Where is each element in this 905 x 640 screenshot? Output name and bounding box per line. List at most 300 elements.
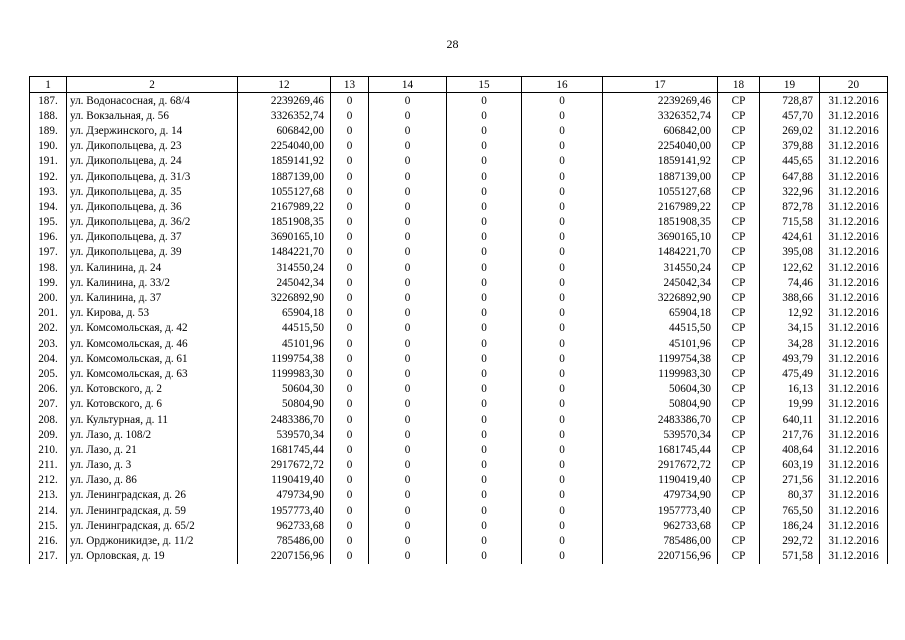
table-row	[30, 108, 888, 123]
table-row	[30, 306, 888, 321]
date-cell: 31.12.2016	[820, 215, 888, 230]
date-cell: 31.12.2016	[820, 123, 888, 138]
area-cell: 872,78	[760, 199, 820, 214]
value-col16-cell: 0	[522, 306, 603, 321]
value-col16-cell: 0	[522, 397, 603, 412]
value-col16-cell: 0	[522, 382, 603, 397]
amount-col17-cell: 1199754,38	[603, 351, 718, 366]
amount-col12-cell: 50804,90	[238, 397, 331, 412]
table-row	[30, 549, 888, 564]
category-cell: СР	[718, 260, 760, 275]
date-cell: 31.12.2016	[820, 169, 888, 184]
table-row	[30, 382, 888, 397]
value-col14-cell: 0	[369, 123, 447, 138]
category-cell: СР	[718, 184, 760, 199]
address-cell: ул. Дикопольцева, д. 24	[67, 154, 238, 169]
value-col15-cell: 0	[447, 549, 522, 564]
area-cell: 395,08	[760, 245, 820, 260]
value-col14-cell: 0	[369, 382, 447, 397]
value-col13-cell: 0	[331, 518, 369, 533]
value-col13-cell: 0	[331, 427, 369, 442]
value-col13-cell: 0	[331, 382, 369, 397]
row-number: 204.	[30, 351, 67, 366]
row-number: 201.	[30, 306, 67, 321]
category-cell: СР	[718, 336, 760, 351]
amount-col17-cell: 2483386,70	[603, 412, 718, 427]
area-cell: 493,79	[760, 351, 820, 366]
date-cell: 31.12.2016	[820, 397, 888, 412]
area-cell: 122,62	[760, 260, 820, 275]
amount-col12-cell: 1957773,40	[238, 503, 331, 518]
value-col15-cell: 0	[447, 275, 522, 290]
address-cell: ул. Дикопольцева, д. 35	[67, 184, 238, 199]
area-cell: 571,58	[760, 549, 820, 564]
date-cell: 31.12.2016	[820, 154, 888, 169]
table-row	[30, 351, 888, 366]
value-col15-cell: 0	[447, 366, 522, 381]
amount-col17-cell: 3326352,74	[603, 108, 718, 123]
row-number: 213.	[30, 488, 67, 503]
area-cell: 728,87	[760, 93, 820, 109]
value-col14-cell: 0	[369, 518, 447, 533]
table-header-row	[30, 77, 888, 93]
amount-col12-cell: 1859141,92	[238, 154, 331, 169]
value-col15-cell: 0	[447, 184, 522, 199]
amount-col17-cell: 479734,90	[603, 488, 718, 503]
table-row	[30, 123, 888, 138]
value-col15-cell: 0	[447, 260, 522, 275]
area-cell: 603,19	[760, 458, 820, 473]
address-cell: ул. Лазо, д. 21	[67, 442, 238, 457]
value-col14-cell: 0	[369, 139, 447, 154]
date-cell: 31.12.2016	[820, 518, 888, 533]
address-cell: ул. Орджоникидзе, д. 11/2	[67, 533, 238, 548]
address-cell: ул. Ленинградская, д. 26	[67, 488, 238, 503]
value-col16-cell: 0	[522, 275, 603, 290]
category-cell: СР	[718, 290, 760, 305]
table-row	[30, 275, 888, 290]
date-cell: 31.12.2016	[820, 488, 888, 503]
value-col14-cell: 0	[369, 336, 447, 351]
table-row	[30, 139, 888, 154]
value-col16-cell: 0	[522, 488, 603, 503]
amount-col17-cell: 785486,00	[603, 533, 718, 548]
amount-col17-cell: 50604,30	[603, 382, 718, 397]
row-number: 207.	[30, 397, 67, 412]
value-col14-cell: 0	[369, 154, 447, 169]
value-col13-cell: 0	[331, 442, 369, 457]
value-col14-cell: 0	[369, 245, 447, 260]
amount-col17-cell: 539570,34	[603, 427, 718, 442]
value-col15-cell: 0	[447, 351, 522, 366]
table-row	[30, 533, 888, 548]
value-col14-cell: 0	[369, 275, 447, 290]
amount-col12-cell: 2917672,72	[238, 458, 331, 473]
row-number: 193.	[30, 184, 67, 199]
value-col14-cell: 0	[369, 93, 447, 109]
address-cell: ул. Вокзальная, д. 56	[67, 108, 238, 123]
address-cell: ул. Лазо, д. 86	[67, 473, 238, 488]
row-number: 196.	[30, 230, 67, 245]
value-col14-cell: 0	[369, 184, 447, 199]
value-col13-cell: 0	[331, 245, 369, 260]
value-col15-cell: 0	[447, 108, 522, 123]
amount-col12-cell: 2254040,00	[238, 139, 331, 154]
category-cell: СР	[718, 321, 760, 336]
date-cell: 31.12.2016	[820, 336, 888, 351]
value-col15-cell: 0	[447, 199, 522, 214]
row-number: 194.	[30, 199, 67, 214]
value-col13-cell: 0	[331, 169, 369, 184]
table-row	[30, 336, 888, 351]
value-col15-cell: 0	[447, 154, 522, 169]
amount-col12-cell: 539570,34	[238, 427, 331, 442]
value-col14-cell: 0	[369, 473, 447, 488]
amount-col12-cell: 1484221,70	[238, 245, 331, 260]
row-number: 202.	[30, 321, 67, 336]
value-col15-cell: 0	[447, 336, 522, 351]
value-col13-cell: 0	[331, 473, 369, 488]
row-number: 199.	[30, 275, 67, 290]
category-cell: СР	[718, 139, 760, 154]
area-cell: 424,61	[760, 230, 820, 245]
area-cell: 715,58	[760, 215, 820, 230]
value-col14-cell: 0	[369, 169, 447, 184]
value-col14-cell: 0	[369, 260, 447, 275]
category-cell: СР	[718, 503, 760, 518]
amount-col17-cell: 45101,96	[603, 336, 718, 351]
row-number: 200.	[30, 290, 67, 305]
column-header-0: 1	[30, 77, 67, 93]
table-row	[30, 488, 888, 503]
value-col15-cell: 0	[447, 321, 522, 336]
category-cell: СР	[718, 442, 760, 457]
amount-col17-cell: 962733,68	[603, 518, 718, 533]
address-cell: ул. Водонасосная, д. 68/4	[67, 93, 238, 109]
amount-col12-cell: 1851908,35	[238, 215, 331, 230]
value-col16-cell: 0	[522, 108, 603, 123]
value-col16-cell: 0	[522, 260, 603, 275]
category-cell: СР	[718, 199, 760, 214]
row-number: 197.	[30, 245, 67, 260]
address-cell: ул. Комсомольская, д. 61	[67, 351, 238, 366]
amount-col12-cell: 3226892,90	[238, 290, 331, 305]
value-col13-cell: 0	[331, 260, 369, 275]
area-cell: 19,99	[760, 397, 820, 412]
value-col16-cell: 0	[522, 518, 603, 533]
table-row	[30, 290, 888, 305]
amount-col12-cell: 2207156,96	[238, 549, 331, 564]
column-header-8: 18	[718, 77, 760, 93]
value-col13-cell: 0	[331, 366, 369, 381]
category-cell: СР	[718, 458, 760, 473]
amount-col12-cell: 44515,50	[238, 321, 331, 336]
area-cell: 457,70	[760, 108, 820, 123]
value-col16-cell: 0	[522, 533, 603, 548]
category-cell: СР	[718, 108, 760, 123]
category-cell: СР	[718, 549, 760, 564]
address-cell: ул. Кирова, д. 53	[67, 306, 238, 321]
area-cell: 647,88	[760, 169, 820, 184]
value-col15-cell: 0	[447, 473, 522, 488]
amount-col17-cell: 245042,34	[603, 275, 718, 290]
table-body	[30, 93, 888, 564]
date-cell: 31.12.2016	[820, 549, 888, 564]
category-cell: СР	[718, 93, 760, 109]
date-cell: 31.12.2016	[820, 458, 888, 473]
category-cell: СР	[718, 412, 760, 427]
area-cell: 269,02	[760, 123, 820, 138]
value-col15-cell: 0	[447, 397, 522, 412]
table-row	[30, 245, 888, 260]
amount-col12-cell: 1887139,00	[238, 169, 331, 184]
date-cell: 31.12.2016	[820, 245, 888, 260]
value-col16-cell: 0	[522, 473, 603, 488]
date-cell: 31.12.2016	[820, 366, 888, 381]
table-row	[30, 199, 888, 214]
address-cell: ул. Комсомольская, д. 46	[67, 336, 238, 351]
category-cell: СР	[718, 169, 760, 184]
value-col16-cell: 0	[522, 412, 603, 427]
value-col14-cell: 0	[369, 412, 447, 427]
value-col13-cell: 0	[331, 123, 369, 138]
value-col16-cell: 0	[522, 154, 603, 169]
value-col15-cell: 0	[447, 123, 522, 138]
area-cell: 388,66	[760, 290, 820, 305]
row-number: 189.	[30, 123, 67, 138]
category-cell: СР	[718, 245, 760, 260]
amount-col17-cell: 1681745,44	[603, 442, 718, 457]
value-col15-cell: 0	[447, 412, 522, 427]
value-col15-cell: 0	[447, 518, 522, 533]
category-cell: СР	[718, 306, 760, 321]
area-cell: 80,37	[760, 488, 820, 503]
value-col13-cell: 0	[331, 306, 369, 321]
table-row	[30, 93, 888, 109]
value-col13-cell: 0	[331, 321, 369, 336]
value-col15-cell: 0	[447, 245, 522, 260]
value-col16-cell: 0	[522, 184, 603, 199]
amount-col12-cell: 3326352,74	[238, 108, 331, 123]
category-cell: СР	[718, 382, 760, 397]
date-cell: 31.12.2016	[820, 108, 888, 123]
row-number: 214.	[30, 503, 67, 518]
amount-col12-cell: 962733,68	[238, 518, 331, 533]
table-row	[30, 412, 888, 427]
address-cell: ул. Калинина, д. 24	[67, 260, 238, 275]
value-col14-cell: 0	[369, 108, 447, 123]
amount-col17-cell: 1055127,68	[603, 184, 718, 199]
row-number: 206.	[30, 382, 67, 397]
value-col15-cell: 0	[447, 488, 522, 503]
address-cell: ул. Ленинградская, д. 59	[67, 503, 238, 518]
area-cell: 16,13	[760, 382, 820, 397]
value-col16-cell: 0	[522, 458, 603, 473]
date-cell: 31.12.2016	[820, 351, 888, 366]
column-header-10: 20	[820, 77, 888, 93]
value-col15-cell: 0	[447, 533, 522, 548]
column-header-4: 14	[369, 77, 447, 93]
date-cell: 31.12.2016	[820, 533, 888, 548]
category-cell: СР	[718, 488, 760, 503]
table-row	[30, 442, 888, 457]
amount-col12-cell: 2167989,22	[238, 199, 331, 214]
table-row	[30, 260, 888, 275]
table-row	[30, 215, 888, 230]
date-cell: 31.12.2016	[820, 427, 888, 442]
address-cell: ул. Дикопольцева, д. 31/3	[67, 169, 238, 184]
value-col15-cell: 0	[447, 306, 522, 321]
address-cell: ул. Калинина, д. 37	[67, 290, 238, 305]
amount-col12-cell: 1055127,68	[238, 184, 331, 199]
value-col15-cell: 0	[447, 230, 522, 245]
date-cell: 31.12.2016	[820, 412, 888, 427]
column-header-1: 2	[67, 77, 238, 93]
value-col15-cell: 0	[447, 503, 522, 518]
amount-col17-cell: 1887139,00	[603, 169, 718, 184]
amount-col12-cell: 785486,00	[238, 533, 331, 548]
date-cell: 31.12.2016	[820, 199, 888, 214]
category-cell: СР	[718, 351, 760, 366]
amount-col17-cell: 1190419,40	[603, 473, 718, 488]
value-col13-cell: 0	[331, 488, 369, 503]
value-col14-cell: 0	[369, 488, 447, 503]
row-number: 216.	[30, 533, 67, 548]
table-row	[30, 169, 888, 184]
value-col15-cell: 0	[447, 458, 522, 473]
value-col16-cell: 0	[522, 230, 603, 245]
area-cell: 765,50	[760, 503, 820, 518]
row-number: 211.	[30, 458, 67, 473]
value-col14-cell: 0	[369, 533, 447, 548]
value-col16-cell: 0	[522, 123, 603, 138]
address-cell: ул. Дикопольцева, д. 36/2	[67, 215, 238, 230]
address-cell: ул. Котовского, д. 6	[67, 397, 238, 412]
value-col15-cell: 0	[447, 382, 522, 397]
table-row	[30, 230, 888, 245]
address-cell: ул. Лазо, д. 108/2	[67, 427, 238, 442]
value-col14-cell: 0	[369, 215, 447, 230]
row-number: 209.	[30, 427, 67, 442]
amount-col17-cell: 314550,24	[603, 260, 718, 275]
value-col16-cell: 0	[522, 215, 603, 230]
value-col15-cell: 0	[447, 427, 522, 442]
area-cell: 34,28	[760, 336, 820, 351]
value-col16-cell: 0	[522, 366, 603, 381]
row-number: 203.	[30, 336, 67, 351]
amount-col12-cell: 606842,00	[238, 123, 331, 138]
value-col16-cell: 0	[522, 427, 603, 442]
date-cell: 31.12.2016	[820, 139, 888, 154]
value-col14-cell: 0	[369, 366, 447, 381]
value-col14-cell: 0	[369, 549, 447, 564]
category-cell: СР	[718, 215, 760, 230]
column-header-9: 19	[760, 77, 820, 93]
amount-col17-cell: 1859141,92	[603, 154, 718, 169]
value-col13-cell: 0	[331, 139, 369, 154]
table-row	[30, 503, 888, 518]
value-col16-cell: 0	[522, 290, 603, 305]
column-header-3: 13	[331, 77, 369, 93]
value-col14-cell: 0	[369, 199, 447, 214]
amount-col17-cell: 1957773,40	[603, 503, 718, 518]
area-cell: 217,76	[760, 427, 820, 442]
address-cell: ул. Дзержинского, д. 14	[67, 123, 238, 138]
amount-col17-cell: 44515,50	[603, 321, 718, 336]
area-cell: 408,64	[760, 442, 820, 457]
amount-col17-cell: 2917672,72	[603, 458, 718, 473]
amount-col17-cell: 50804,90	[603, 397, 718, 412]
category-cell: СР	[718, 275, 760, 290]
amount-col12-cell: 1199983,30	[238, 366, 331, 381]
row-number: 187.	[30, 93, 67, 109]
row-number: 191.	[30, 154, 67, 169]
value-col15-cell: 0	[447, 290, 522, 305]
area-cell: 271,56	[760, 473, 820, 488]
category-cell: СР	[718, 427, 760, 442]
table-row	[30, 518, 888, 533]
address-cell: ул. Лазо, д. 3	[67, 458, 238, 473]
value-col13-cell: 0	[331, 230, 369, 245]
column-header-7: 17	[603, 77, 718, 93]
date-cell: 31.12.2016	[820, 290, 888, 305]
value-col13-cell: 0	[331, 108, 369, 123]
value-col13-cell: 0	[331, 199, 369, 214]
value-col16-cell: 0	[522, 245, 603, 260]
value-col14-cell: 0	[369, 458, 447, 473]
table-row	[30, 458, 888, 473]
table-row	[30, 366, 888, 381]
date-cell: 31.12.2016	[820, 442, 888, 457]
date-cell: 31.12.2016	[820, 230, 888, 245]
value-col16-cell: 0	[522, 503, 603, 518]
value-col13-cell: 0	[331, 458, 369, 473]
row-number: 208.	[30, 412, 67, 427]
table-row	[30, 397, 888, 412]
value-col13-cell: 0	[331, 275, 369, 290]
address-cell: ул. Дикопольцева, д. 39	[67, 245, 238, 260]
amount-col12-cell: 50604,30	[238, 382, 331, 397]
value-col16-cell: 0	[522, 351, 603, 366]
value-col15-cell: 0	[447, 139, 522, 154]
column-header-6: 16	[522, 77, 603, 93]
address-cell: ул. Котовского, д. 2	[67, 382, 238, 397]
value-col13-cell: 0	[331, 336, 369, 351]
date-cell: 31.12.2016	[820, 275, 888, 290]
date-cell: 31.12.2016	[820, 321, 888, 336]
value-col13-cell: 0	[331, 533, 369, 548]
value-col13-cell: 0	[331, 397, 369, 412]
row-number: 212.	[30, 473, 67, 488]
amount-col12-cell: 245042,34	[238, 275, 331, 290]
value-col16-cell: 0	[522, 442, 603, 457]
category-cell: СР	[718, 366, 760, 381]
amount-col17-cell: 3226892,90	[603, 290, 718, 305]
amount-col17-cell: 65904,18	[603, 306, 718, 321]
area-cell: 322,96	[760, 184, 820, 199]
row-number: 210.	[30, 442, 67, 457]
row-number: 217.	[30, 549, 67, 564]
amount-col12-cell: 3690165,10	[238, 230, 331, 245]
value-col14-cell: 0	[369, 351, 447, 366]
value-col16-cell: 0	[522, 336, 603, 351]
table-row	[30, 154, 888, 169]
value-col13-cell: 0	[331, 184, 369, 199]
address-cell: ул. Дикопольцева, д. 23	[67, 139, 238, 154]
category-cell: СР	[718, 123, 760, 138]
address-cell: ул. Дикопольцева, д. 37	[67, 230, 238, 245]
value-col13-cell: 0	[331, 154, 369, 169]
